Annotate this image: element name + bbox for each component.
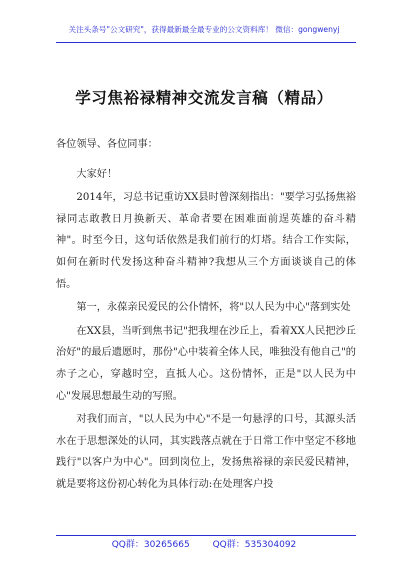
footer-qq-group-1: QQ群：30265665	[111, 540, 190, 550]
paragraph-2-heading: 第一，永葆亲民爱民的公仆情怀，将"以人民为中心"落到实处	[76, 302, 351, 314]
footer-qq-group-2: QQ群：535304092	[212, 540, 297, 550]
document-body	[56, 134, 356, 496]
paragraph-3: 在XX县，当听到焦书记"把我埋在沙丘上，看着XX人民把沙丘治好"的最后遗愿时，那份"心中装着全体人民，唯独没有他自己"的赤子之心，穿越时空，直抵人心。这份情怀，正是"以人民为中心"发展思想最生动的写照。	[56, 325, 356, 402]
paragraph-1: 2014年，习总书记重访XX县时曾深刻指出："要学习弘扬焦裕禄同志敢教日月换新天、革命者要在困难面前逞英雄的奋斗精神"。时至今日，这句话依然是我们前行的灯塔。结合工作实际，如何在新时代发扬这种奋斗精神?我想从三个方面谈谈自己的体悟。	[56, 192, 356, 290]
paragraph-4: 对我们而言，"以人民为中心"不是一句悬浮的口号，其源头活水在于思想深处的认同，其实践落点就在于日常工作中坚定不移地践行"以客户为中心"。回到岗位上，发扬焦裕禄的亲民爱民精神，就是要将这份初心转化为具体行动:在处理客户投	[56, 414, 356, 490]
header-promo-note: 关注头条号"公文研究"，获得最新最全最专业的公文资料库！ 微信：gongwenyj	[68, 25, 340, 34]
header-divider	[56, 42, 356, 43]
greeting: 大家好！	[76, 168, 118, 180]
salutation: 各位领导、各位同事：	[56, 139, 158, 150]
footer-contact	[0, 537, 408, 550]
footer-divider	[56, 535, 356, 536]
document-title: 学习焦裕禄精神交流发言稿（精品）	[75, 89, 333, 107]
